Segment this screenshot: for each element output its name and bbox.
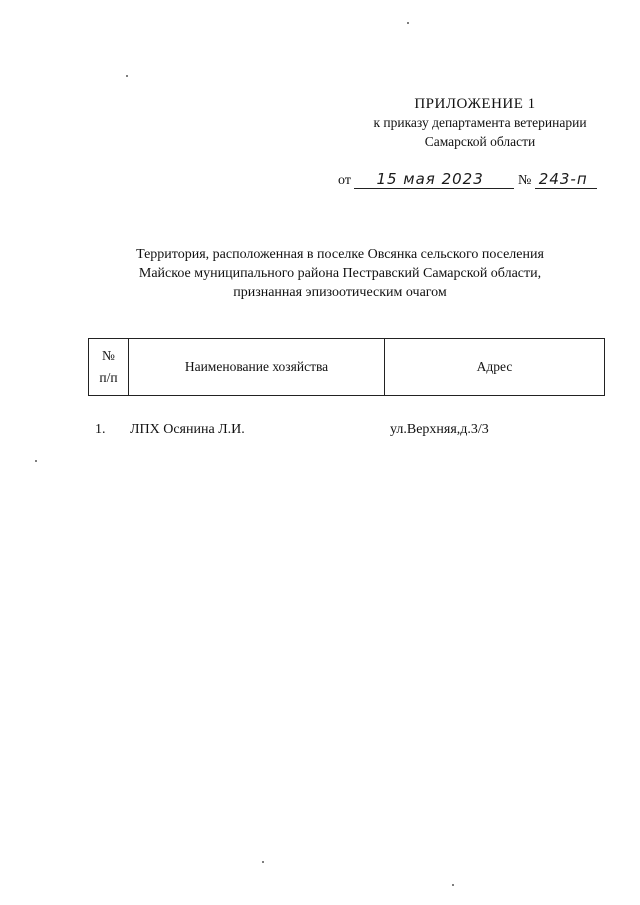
appendix-title: ПРИЛОЖЕНИЕ 1	[414, 96, 536, 112]
column-header-address: Адрес	[385, 339, 605, 396]
heading-line-1: Территория, расположенная в поселке Овсянка сельского поселения	[136, 247, 544, 262]
order-number-prefix: №	[517, 173, 532, 188]
row-address: ул.Верхняя,д.3/3	[390, 422, 489, 437]
appendix-line-2: Самарской области	[424, 134, 536, 149]
scan-speck	[262, 861, 264, 863]
order-number-handwritten: 243-п	[535, 170, 597, 189]
row-number: 1.	[95, 422, 106, 437]
appendix-line-1: к приказу департамента ветеринарии	[373, 115, 587, 130]
column-number-pp: п/п	[99, 370, 118, 385]
table-header-row	[89, 339, 605, 396]
heading-line-2: Майское муниципального района Пестравский Самарской области,	[138, 266, 542, 281]
document-heading	[80, 245, 600, 302]
households-table-header	[88, 338, 605, 396]
heading-line-3: признанная эпизоотическим очагом	[233, 285, 447, 300]
order-date-prefix: от	[338, 173, 351, 188]
scan-speck	[452, 884, 454, 886]
column-number-sign: №	[102, 348, 115, 363]
column-header-number	[89, 339, 129, 396]
scan-speck	[35, 460, 37, 462]
order-date-handwritten: 15 мая 2023	[354, 170, 514, 189]
row-household-name: ЛПХ Осянина Л.И.	[130, 422, 245, 437]
appendix-header	[330, 96, 630, 151]
order-reference	[338, 170, 597, 189]
scan-speck	[407, 22, 409, 24]
scan-speck	[126, 75, 128, 77]
column-header-name: Наименование хозяйства	[129, 339, 385, 396]
